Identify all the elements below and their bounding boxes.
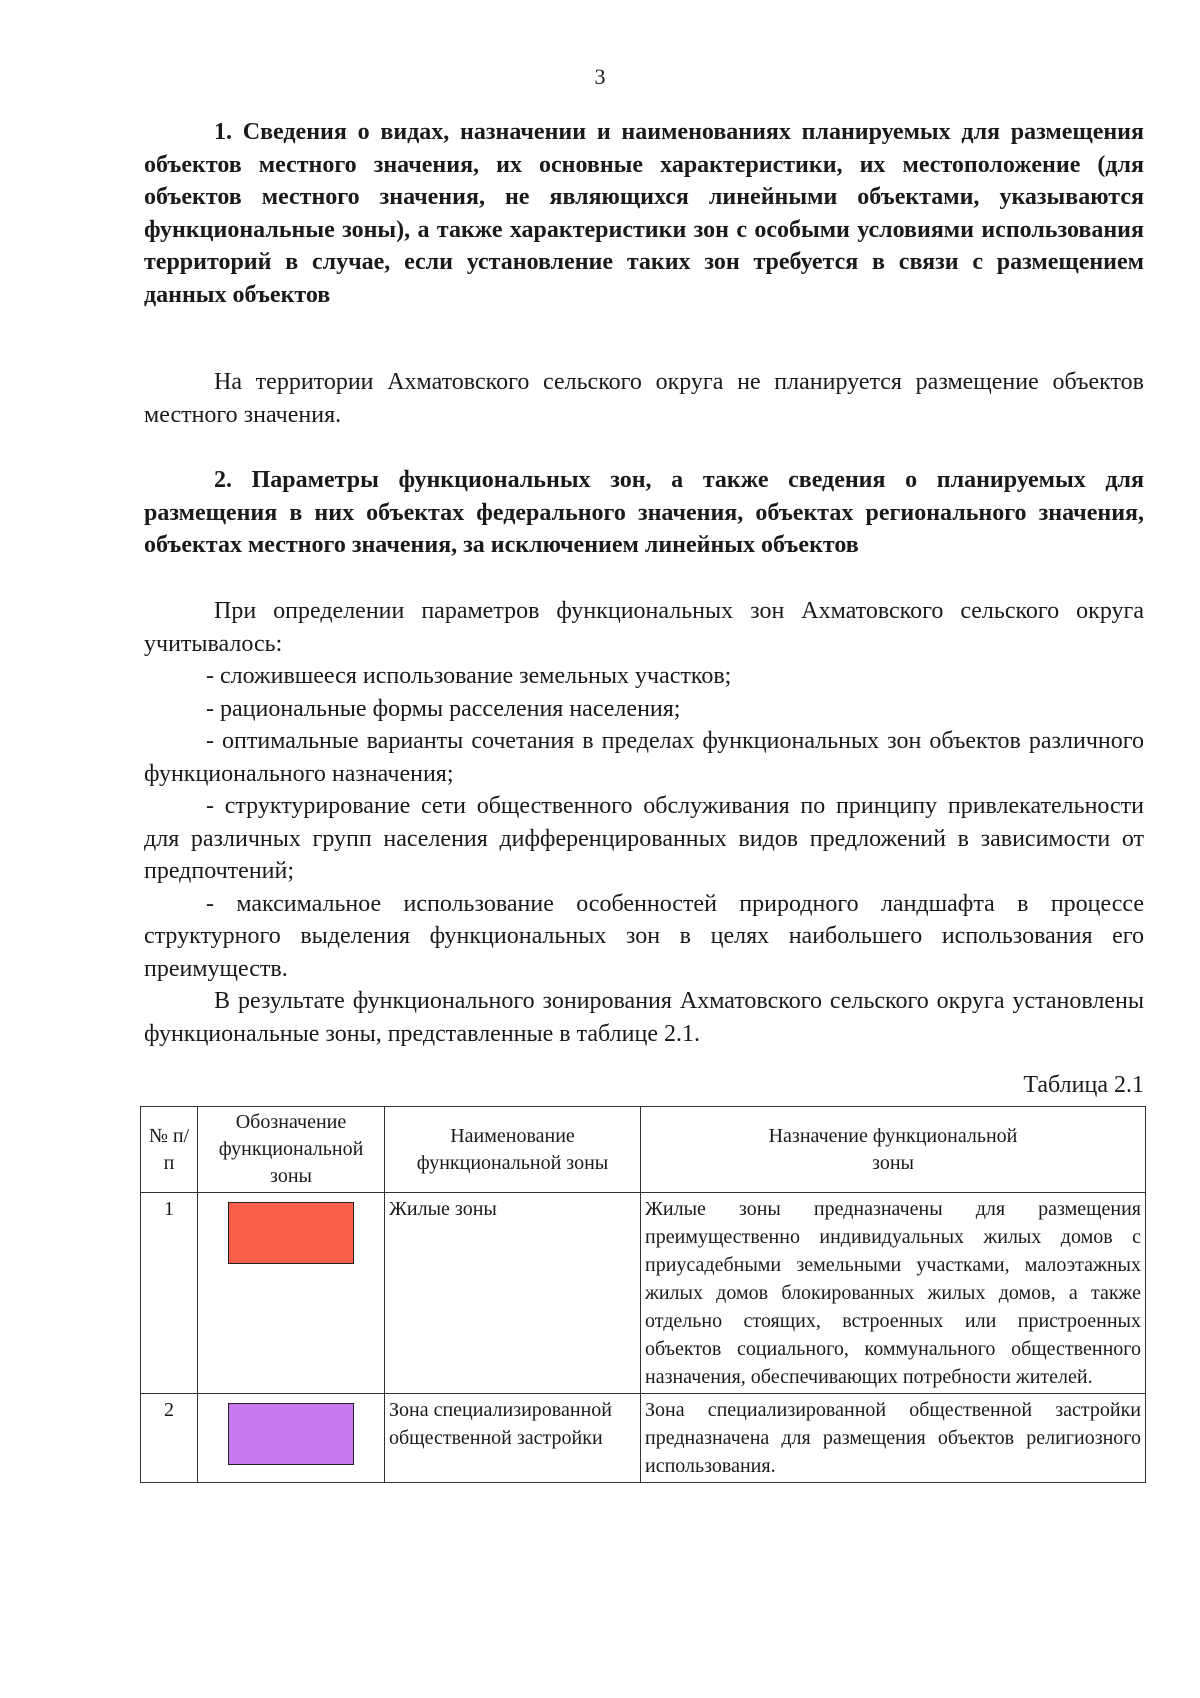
zone-designation-cell — [198, 1394, 385, 1483]
bullet-item: - сложившееся использование земельных участков; — [206, 663, 732, 689]
row-number: 2 — [141, 1394, 198, 1483]
zones-table — [140, 1106, 1146, 1483]
zone-purpose: Жилые зоны предназначены для размещения преимущественно индивидуальных жилых домов с приусадебными земельными участками, малоэтажных жилых домов блокированных жилых домов, а также отдельно стоящих, встроенных или пристроенных объектов социального, коммунального общественного назначения, обеспечивающих потребности жителей. — [641, 1193, 1146, 1394]
header-purpose: Назначение функциональной зоны — [641, 1107, 1146, 1193]
section-2-intro: При определении параметров функциональных зон Ахматовского сельского округа учитывалось: — [144, 598, 1144, 657]
row-number: 1 — [141, 1193, 198, 1394]
header-name: Наименование функциональной зоны — [385, 1107, 641, 1193]
zone-color-swatch — [228, 1202, 354, 1264]
page-number: 3 — [594, 64, 606, 89]
section-1-heading: 1. Сведения о видах, назначении и наименованиях планируемых для размещения объектов местного значения, их основные характеристики, их местоположение (для объектов местного значения, не являющихся линейными объектами, указываются функциональные зоны), а также характеристики зон с особыми условиями использования территорий в случае, если установление таких зон требуется в связи с размещением данных объектов — [144, 119, 1144, 308]
bullet-item: - оптимальные варианты сочетания в пределах функциональных зон объектов различного функционального назначения; — [144, 728, 1144, 787]
table-caption: Таблица 2.1 — [1023, 1072, 1144, 1098]
table-row — [141, 1193, 1146, 1394]
bullet-item: - структурирование сети общественного обслуживания по принципу привлекательности для различных групп населения дифференцированных видов предложений в зависимости от предпочтений; — [144, 793, 1144, 884]
header-designation: Обозначение функциональной зоны — [198, 1107, 385, 1193]
zone-purpose: Зона специализированной общественной застройки предназначена для размещения объектов религиозного использования. — [641, 1394, 1146, 1483]
zone-color-swatch — [228, 1403, 354, 1465]
header-number: № п/п — [141, 1107, 198, 1193]
table-row — [141, 1394, 1146, 1483]
table-header-row — [141, 1107, 1146, 1193]
section-2-body — [144, 595, 1144, 1050]
zone-name: Жилые зоны — [385, 1193, 641, 1394]
section-2-conclusion: В результате функционального зонирования Ахматовского сельского округа установлены функциональные зоны, представленные в таблице 2.1. — [144, 988, 1144, 1047]
zone-designation-cell — [198, 1193, 385, 1394]
section-1-text: На территории Ахматовского сельского округа не планируется размещение объектов местного значения. — [144, 369, 1144, 428]
zone-name: Зона специализированной общественной застройки — [385, 1394, 641, 1483]
section-2-heading: 2. Параметры функциональных зон, а также сведения о планируемых для размещения в них объектах федерального значения, объектах регионального значения, объектах местного значения, за исключением линейных объектов — [144, 467, 1144, 558]
bullet-item: - максимальное использование особенностей природного ландшафта в процессе структурного выделения функциональных зон в целях наибольшего использования его преимуществ. — [144, 890, 1144, 982]
bullet-item: - рациональные формы расселения населения; — [206, 695, 681, 722]
